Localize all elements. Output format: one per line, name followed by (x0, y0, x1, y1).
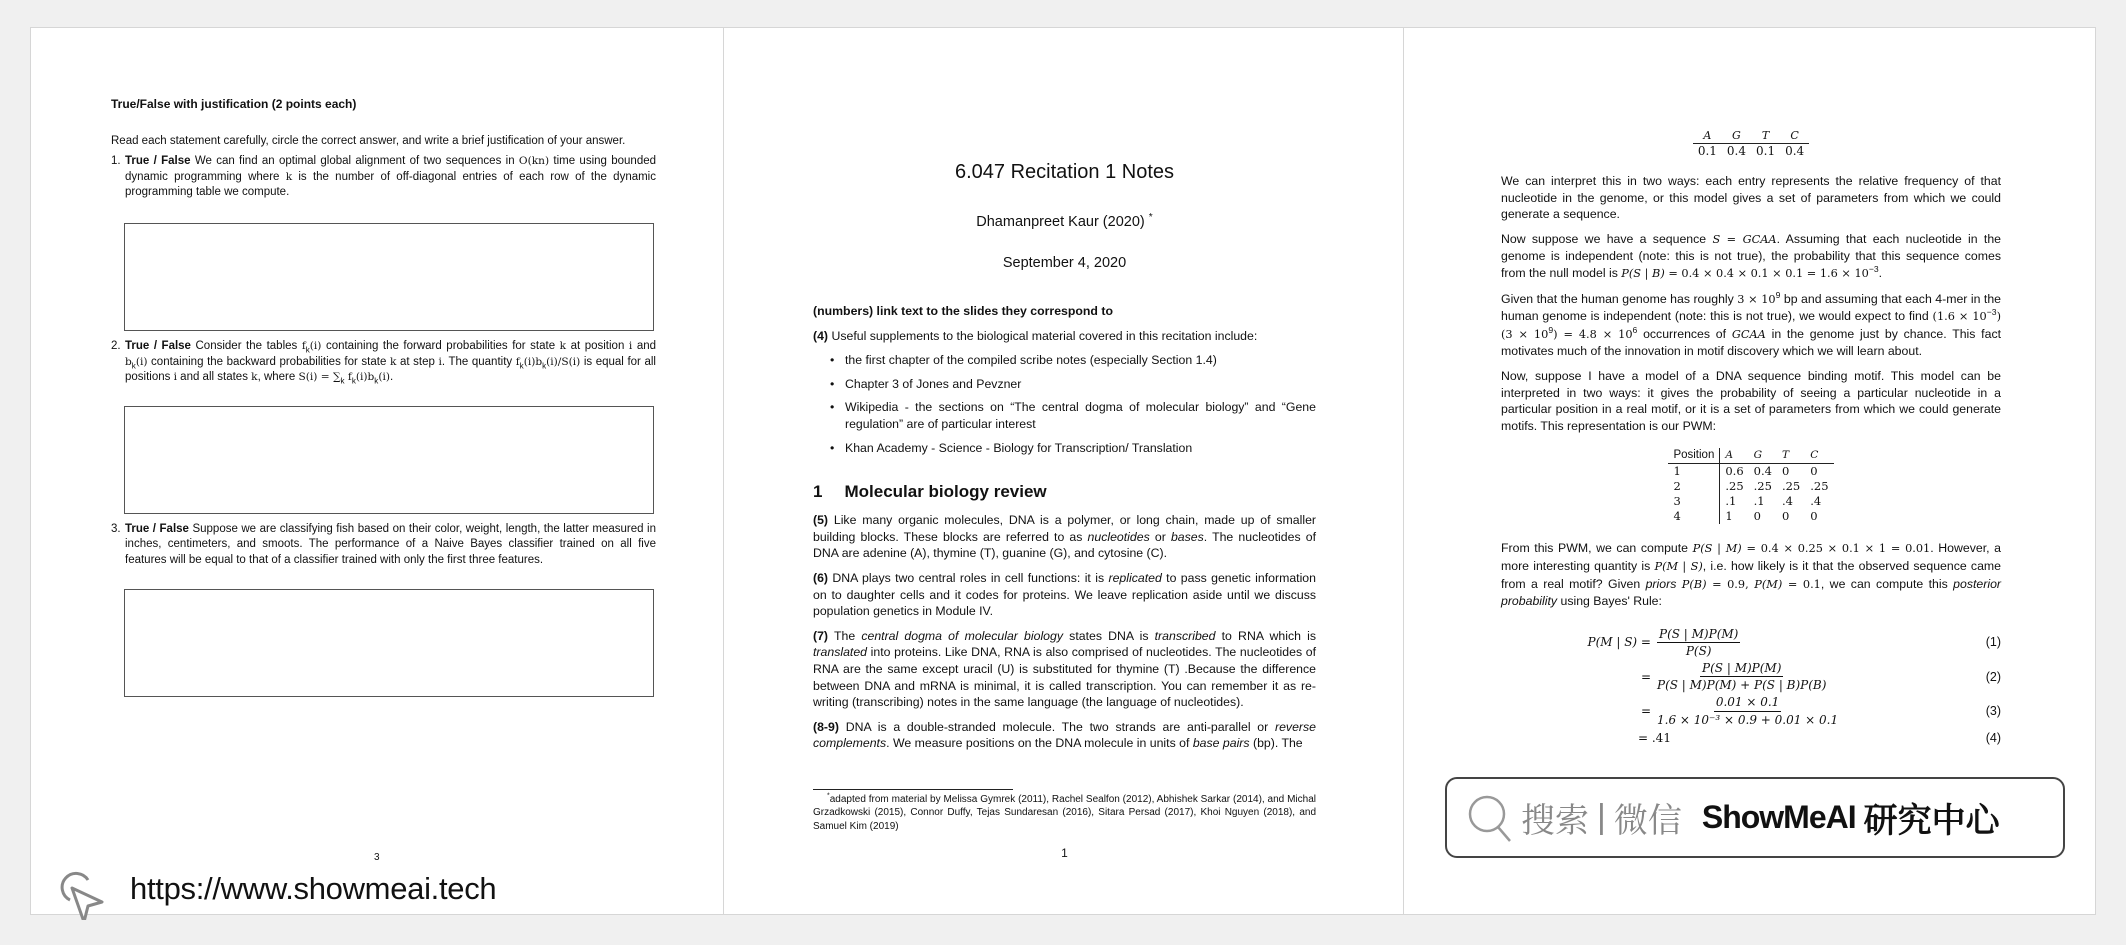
paragraph-5 (813, 512, 1316, 562)
text-run: The (828, 628, 862, 643)
table-cell: .25 (1810, 479, 1829, 494)
table-header: G (1732, 129, 1741, 142)
question-1 (111, 154, 656, 201)
table-header: C (1810, 449, 1819, 462)
table-cell: .4 (1810, 494, 1822, 509)
paragraph-8-9 (813, 719, 1316, 752)
text-run: into proteins. Like DNA, RNA is also comprised of nucleotides. The nucleotides of RNA are the same except uracil (U) is substituted for thymine (T) .Because the difference between DNA and mRNA is minimal, it is called transcription. You can remember it as re-writing (transcribing) notes in the same language (the language of nucleotides). (813, 645, 1316, 710)
document-author (724, 214, 1405, 230)
website-url[interactable]: https://www.showmeai.tech (130, 871, 497, 906)
text-run: time using bounded dynamic programming where (125, 155, 657, 183)
section-title: Molecular biology review (844, 482, 1047, 502)
text-run: to RNA which is (1215, 628, 1316, 643)
table-cell: .1 (1753, 494, 1765, 509)
text-run: bp and assuming that each 4-mer in the human genome is independent (note: this is not true), we would expect to find (1501, 291, 2001, 324)
denominator: P(S | M)P(M) + P(S | B)P(B) (1657, 678, 1827, 693)
denominator: 1.6 × 10⁻³ × 0.9 + 0.01 × 0.1 (1657, 712, 1839, 727)
script-text: k (131, 360, 136, 370)
brand-name: ShowMeAI (1701, 799, 1856, 835)
table-row (1668, 464, 1833, 480)
script-text: k (351, 376, 356, 386)
body (813, 303, 1316, 833)
math-text: P(M | S) (1654, 559, 1703, 573)
script-text: −3 (1986, 307, 1997, 318)
math-text: P(B) (1681, 577, 1707, 591)
paragraph-7 (813, 628, 1316, 711)
table-cell: 0 (1781, 464, 1790, 479)
table-row (1668, 494, 1833, 509)
table-cell: 1 (1725, 509, 1733, 524)
table-cell: 0 (1810, 509, 1818, 524)
math-text: f (515, 355, 520, 368)
table-cell: .1 (1725, 494, 1737, 509)
math-text: P(S | B) (1621, 266, 1665, 280)
text-run: states DNA is (1063, 628, 1155, 643)
left-body (111, 97, 656, 697)
text-run: Suppose we are classifying fish based on their color, weight, length, the latter measured in inches, centimeters, and smoots. The performance of a Naive Bayes classifier trained on all five features will be equal to that of a classifier trained with only the first three features. (125, 522, 656, 566)
answer-box-1[interactable] (124, 223, 654, 331)
equation (1501, 626, 2001, 660)
bold-text: (8-9) (813, 719, 839, 734)
bold-text: True / False (125, 339, 191, 352)
text-run: , i.e. how likely is it that the observed sequence came from a real motif? Given (1501, 558, 2001, 591)
paragraph-4 (813, 328, 1316, 345)
table-cell: .4 (1781, 494, 1793, 509)
table-cell: 0.6 (1725, 464, 1744, 479)
text-run: . The nucleotides of DNA are adenine (A), thymine (T), guanine (G), and cytosine (C). (813, 529, 1316, 561)
text-run: . The quantity (441, 355, 516, 368)
bold-text: (7) (813, 628, 829, 643)
math-text: (i)b (523, 355, 543, 368)
table-cell: 4 (1668, 509, 1719, 524)
math-text: k (389, 355, 397, 368)
text-run: at position (566, 339, 629, 352)
text-run: in the genome just by chance. This fact motivates much of the innovation in motif discovery which we will learn about. (1501, 326, 2002, 359)
numerator: 0.01 × 0.1 (1714, 694, 1782, 712)
text-run: using Bayes' Rule: (1557, 594, 1662, 609)
script-text: 9 (1548, 324, 1554, 335)
supplements-list (825, 352, 1316, 463)
text-run: , where (257, 371, 299, 384)
equation-number: (4) (1985, 730, 2001, 745)
emphasis-text: nucleotides (1087, 529, 1150, 544)
text-run: From this PWM, we can compute (1501, 541, 1693, 556)
section-heading (813, 481, 1316, 502)
table-cell: .25 (1725, 479, 1744, 494)
answer-box-3[interactable] (124, 589, 654, 697)
equation (1501, 694, 2001, 728)
bold-text: (5) (813, 513, 829, 528)
table-cell: .25 (1781, 479, 1801, 494)
page-number: 3 (374, 852, 380, 863)
list-item: • Wikipedia - the sections on “The central dogma of molecular biology” and “Gene regulation” are of particular interest (825, 399, 1316, 432)
text-run: (bp). The (1249, 736, 1303, 751)
equation (1501, 728, 2001, 748)
math-text: P(M) (1754, 577, 1783, 591)
script-text: −3 (1868, 263, 1879, 274)
cursor-icon (58, 870, 108, 925)
equation-lhs: = .41 (1638, 730, 1671, 745)
table-cell: 0.4 (1785, 144, 1805, 158)
table-cell: 0.4 (1726, 144, 1746, 158)
script-text: k (374, 376, 379, 386)
table-header: C (1790, 129, 1799, 142)
math-text: (1.6 × 10 (1932, 310, 1987, 324)
paragraph (1501, 368, 2001, 434)
numerator: P(S | M)P(M) (1700, 660, 1783, 678)
table-header: G (1753, 449, 1763, 462)
table-cell: 0.4 (1753, 464, 1772, 479)
math-text: b (125, 355, 132, 368)
text-run: Useful supplements to the biological material covered in this recitation include: (828, 328, 1258, 343)
text-run: to pass genetic information on to daughter cells and it codes for proteins. We leave replication aside until we discuss population genetics in Module IV. (813, 570, 1316, 619)
bold-text: True / False (125, 155, 191, 168)
text-run: . (389, 371, 394, 384)
table-cell: 0 (1753, 509, 1761, 524)
text-run: , we can compute this (1820, 576, 1954, 591)
math-text: GCAA (1731, 327, 1766, 341)
script-text: 9 (1775, 289, 1781, 300)
math-text: (i) (378, 371, 390, 384)
equation-number: (2) (1985, 669, 2001, 684)
table-cell: 3 (1668, 494, 1719, 509)
wechat-search-banner (1445, 777, 2065, 858)
script-text: 6 (1632, 324, 1638, 335)
table-header: A (1703, 129, 1712, 142)
list-item: • Khan Academy - Science - Biology for Transcription/ Translation (825, 440, 1316, 457)
background-frequency-table (1693, 128, 1809, 159)
emphasis-text: priors (1645, 576, 1677, 591)
wechat-label: 微信 (1613, 802, 1682, 840)
math-text: f (301, 339, 306, 352)
question-text (125, 339, 656, 386)
brand-suffix: 研究中心 (1863, 802, 2000, 840)
paragraph (1501, 231, 2001, 283)
emphasis-text: base pairs (1192, 736, 1250, 751)
denominator: P(S) (1685, 644, 1712, 659)
paragraph-bayes (1501, 540, 2001, 609)
list-item: • Chapter 3 of Jones and Pevzner (825, 376, 1316, 393)
math-text: i (628, 339, 633, 352)
instructions: Read each statement carefully, circle the correct answer, and write a brief justification of your answer. (111, 134, 626, 147)
table-header: A (1725, 449, 1733, 462)
search-label: 搜索 (1521, 802, 1589, 840)
text-run: Given that the human genome has roughly (1501, 291, 1738, 306)
equation (1501, 660, 2001, 694)
fraction (1657, 660, 1826, 694)
script-text: k (519, 360, 524, 370)
math-text: = 0.4 × 0.4 × 0.1 × 0.1 = 1.6 × 10 (1664, 266, 1869, 280)
math-text: f (344, 371, 352, 384)
text-run: Consider the tables (190, 339, 302, 352)
table-header: T (1761, 129, 1770, 142)
table-header: Position (1668, 448, 1719, 464)
text-run: We can interpret this in two ways: each entry represents the relative frequency of that nucleotide in the genome, or this model gives a set of parameters from which we could generate a sequence. (1501, 174, 2001, 222)
pwm-table (1668, 448, 1833, 524)
equation-lhs: P(M | S) = (1587, 635, 1651, 650)
equation-number: (1) (1985, 635, 2001, 650)
text-run: DNA is a double-stranded molecule. The two strands are anti-parallel or (838, 719, 1275, 734)
paragraph (1501, 291, 2001, 360)
math-text: P(S | M) (1692, 542, 1742, 556)
text-run: at step (396, 355, 439, 368)
text-run: . (1878, 265, 1883, 280)
section-heading: True/False with justification (2 points each) (111, 97, 357, 111)
footnote (813, 793, 1316, 834)
fraction (1657, 626, 1740, 660)
math-text: (i) (135, 355, 148, 368)
script-text: k (305, 345, 310, 355)
text-run: Like many organic molecules, DNA is a polymer, or long chain, made up of smaller building blocks. These blocks are referred to as (813, 513, 1316, 544)
math-text: (i)/S(i) (546, 355, 581, 368)
question-number: 1. (111, 155, 121, 168)
text-run: We can find an optimal global alignment of two sequences in (190, 155, 519, 168)
question-number: 2. (111, 339, 121, 352)
math-text: (i)b (355, 371, 375, 384)
script-text: k (340, 376, 345, 386)
text-run: . However, a more interesting quantity is (1501, 541, 2001, 573)
math-text: )(3 × 10 (1501, 310, 2001, 341)
math-text: S(i) = ∑ (298, 371, 341, 384)
footnote-marker: * (1148, 212, 1153, 224)
emphasis-text: central dogma of molecular biology (861, 628, 1064, 643)
emphasis-text: translated (813, 645, 868, 660)
question-text (125, 154, 656, 201)
math-text: i (438, 355, 442, 368)
table-row (1668, 509, 1833, 524)
script-text: k (542, 360, 547, 370)
text-run: Now suppose we have a sequence (1501, 231, 1713, 246)
emphasis-text: posterior probability (1501, 576, 2002, 609)
emphasis-text: reverse complements (813, 719, 1316, 751)
text-run: . Assuming that each nucleotide in the genome is independent (note: this is not true), the probability that this sequence comes from the null model is (1501, 231, 2001, 280)
text-run: occurrences of (1637, 326, 1732, 341)
page-left (30, 27, 724, 915)
math-text: = 0.4 × 0.25 × 0.1 × 1 = 0.01 (1741, 542, 1931, 556)
math-text: k (559, 339, 567, 352)
text-run: and (632, 339, 657, 352)
separator: | (1597, 798, 1606, 836)
question-3 (111, 522, 656, 569)
search-icon (1465, 792, 1513, 844)
page-middle (723, 27, 1404, 915)
fraction (1657, 694, 1838, 728)
math-text: S = GCAA (1712, 232, 1777, 246)
math-text: = 0.9, (1706, 577, 1755, 591)
question-text (125, 522, 656, 569)
equations (1501, 626, 2001, 749)
math-text: i (173, 371, 177, 384)
paragraph-6 (813, 570, 1316, 620)
table-cell: .25 (1753, 479, 1772, 494)
text-run: . We measure positions on the DNA molecule in units of (886, 736, 1193, 751)
table-header: T (1781, 449, 1790, 462)
text-run: or (1149, 529, 1171, 544)
page-number: 1 (1061, 846, 1068, 860)
equation-number: (3) (1985, 703, 2001, 718)
body (1501, 128, 2001, 748)
paragraph (1501, 173, 2001, 223)
table-cell: 0 (1810, 464, 1818, 479)
text-run: containing the backward probabilities for state (147, 355, 390, 368)
math-text: = 0.1 (1782, 577, 1821, 591)
question-2 (111, 339, 656, 386)
emphasis-text: transcribed (1154, 628, 1216, 643)
document-title: 6.047 Recitation 1 Notes (954, 161, 1175, 183)
emphasis-text: bases (1170, 529, 1204, 544)
answer-box-2[interactable] (124, 406, 654, 514)
script-text: * (827, 792, 830, 800)
text-run: DNA plays two central roles in cell functions: it is (828, 570, 1109, 585)
text-run: and all states (176, 371, 252, 384)
table-cell: 0.1 (1697, 144, 1717, 158)
math-text: k (251, 371, 258, 384)
links-note: (numbers) link text to the slides they correspond to (813, 304, 1113, 318)
emphasis-text: replicated (1108, 570, 1162, 585)
numerator: P(S | M)P(M) (1657, 626, 1740, 644)
equation-lhs: = (1640, 669, 1651, 684)
table-cell: 0.1 (1756, 144, 1776, 158)
text-run: containing the forward probabilities for state (321, 339, 560, 352)
question-number: 3. (111, 522, 121, 535)
math-text: k (285, 170, 293, 183)
author-name: Dhamanpreet Kaur (2020) (976, 214, 1145, 230)
footnote-block (813, 789, 1316, 834)
text-run: is equal for all positions (125, 355, 656, 384)
math-text: ) = 4.8 × 10 (1553, 327, 1633, 341)
footnote-rule (813, 789, 1013, 790)
table-cell: 0 (1781, 509, 1790, 524)
text-run: is the number of off-diagonal entries of each row of the dynamic programming table we compute. (125, 170, 656, 199)
equation-lhs: = (1640, 703, 1651, 718)
text-run: adapted from material by Melissa Gymrek (2011), Rachel Sealfon (2012), Abhishek Sarkar (2014), and Michal Grzadkowski (2015), Connor Duffy, Tejas Sundaresan (2016), Sitara Persad (2017), Khoi Nguyen (2018), and Samuel Kim (2019) (813, 793, 1316, 832)
table-row (1668, 479, 1833, 494)
bold-text: (4) (813, 328, 829, 343)
text-run: Now, suppose I have a model of a DNA sequence binding motif. This model can be interpreted in two ways: it gives the probability of seeing a particular nucleotide in a particular position in a real motif, or it is a set of parameters from which we could generate motifs. This representation is our PWM: (1501, 368, 2001, 433)
table-cell: 1 (1668, 464, 1719, 480)
document-date: September 4, 2020 (1002, 255, 1127, 271)
bold-text: (6) (813, 570, 829, 585)
math-text: (i) (309, 339, 322, 352)
math-text: O(kn) (518, 155, 550, 168)
bold-text: True / False (125, 522, 189, 535)
math-text: 3 × 10 (1737, 292, 1776, 306)
section-number: 1 (813, 482, 823, 502)
list-item: • the first chapter of the compiled scribe notes (especially Section 1.4) (825, 352, 1316, 369)
table-cell: 2 (1668, 479, 1719, 494)
